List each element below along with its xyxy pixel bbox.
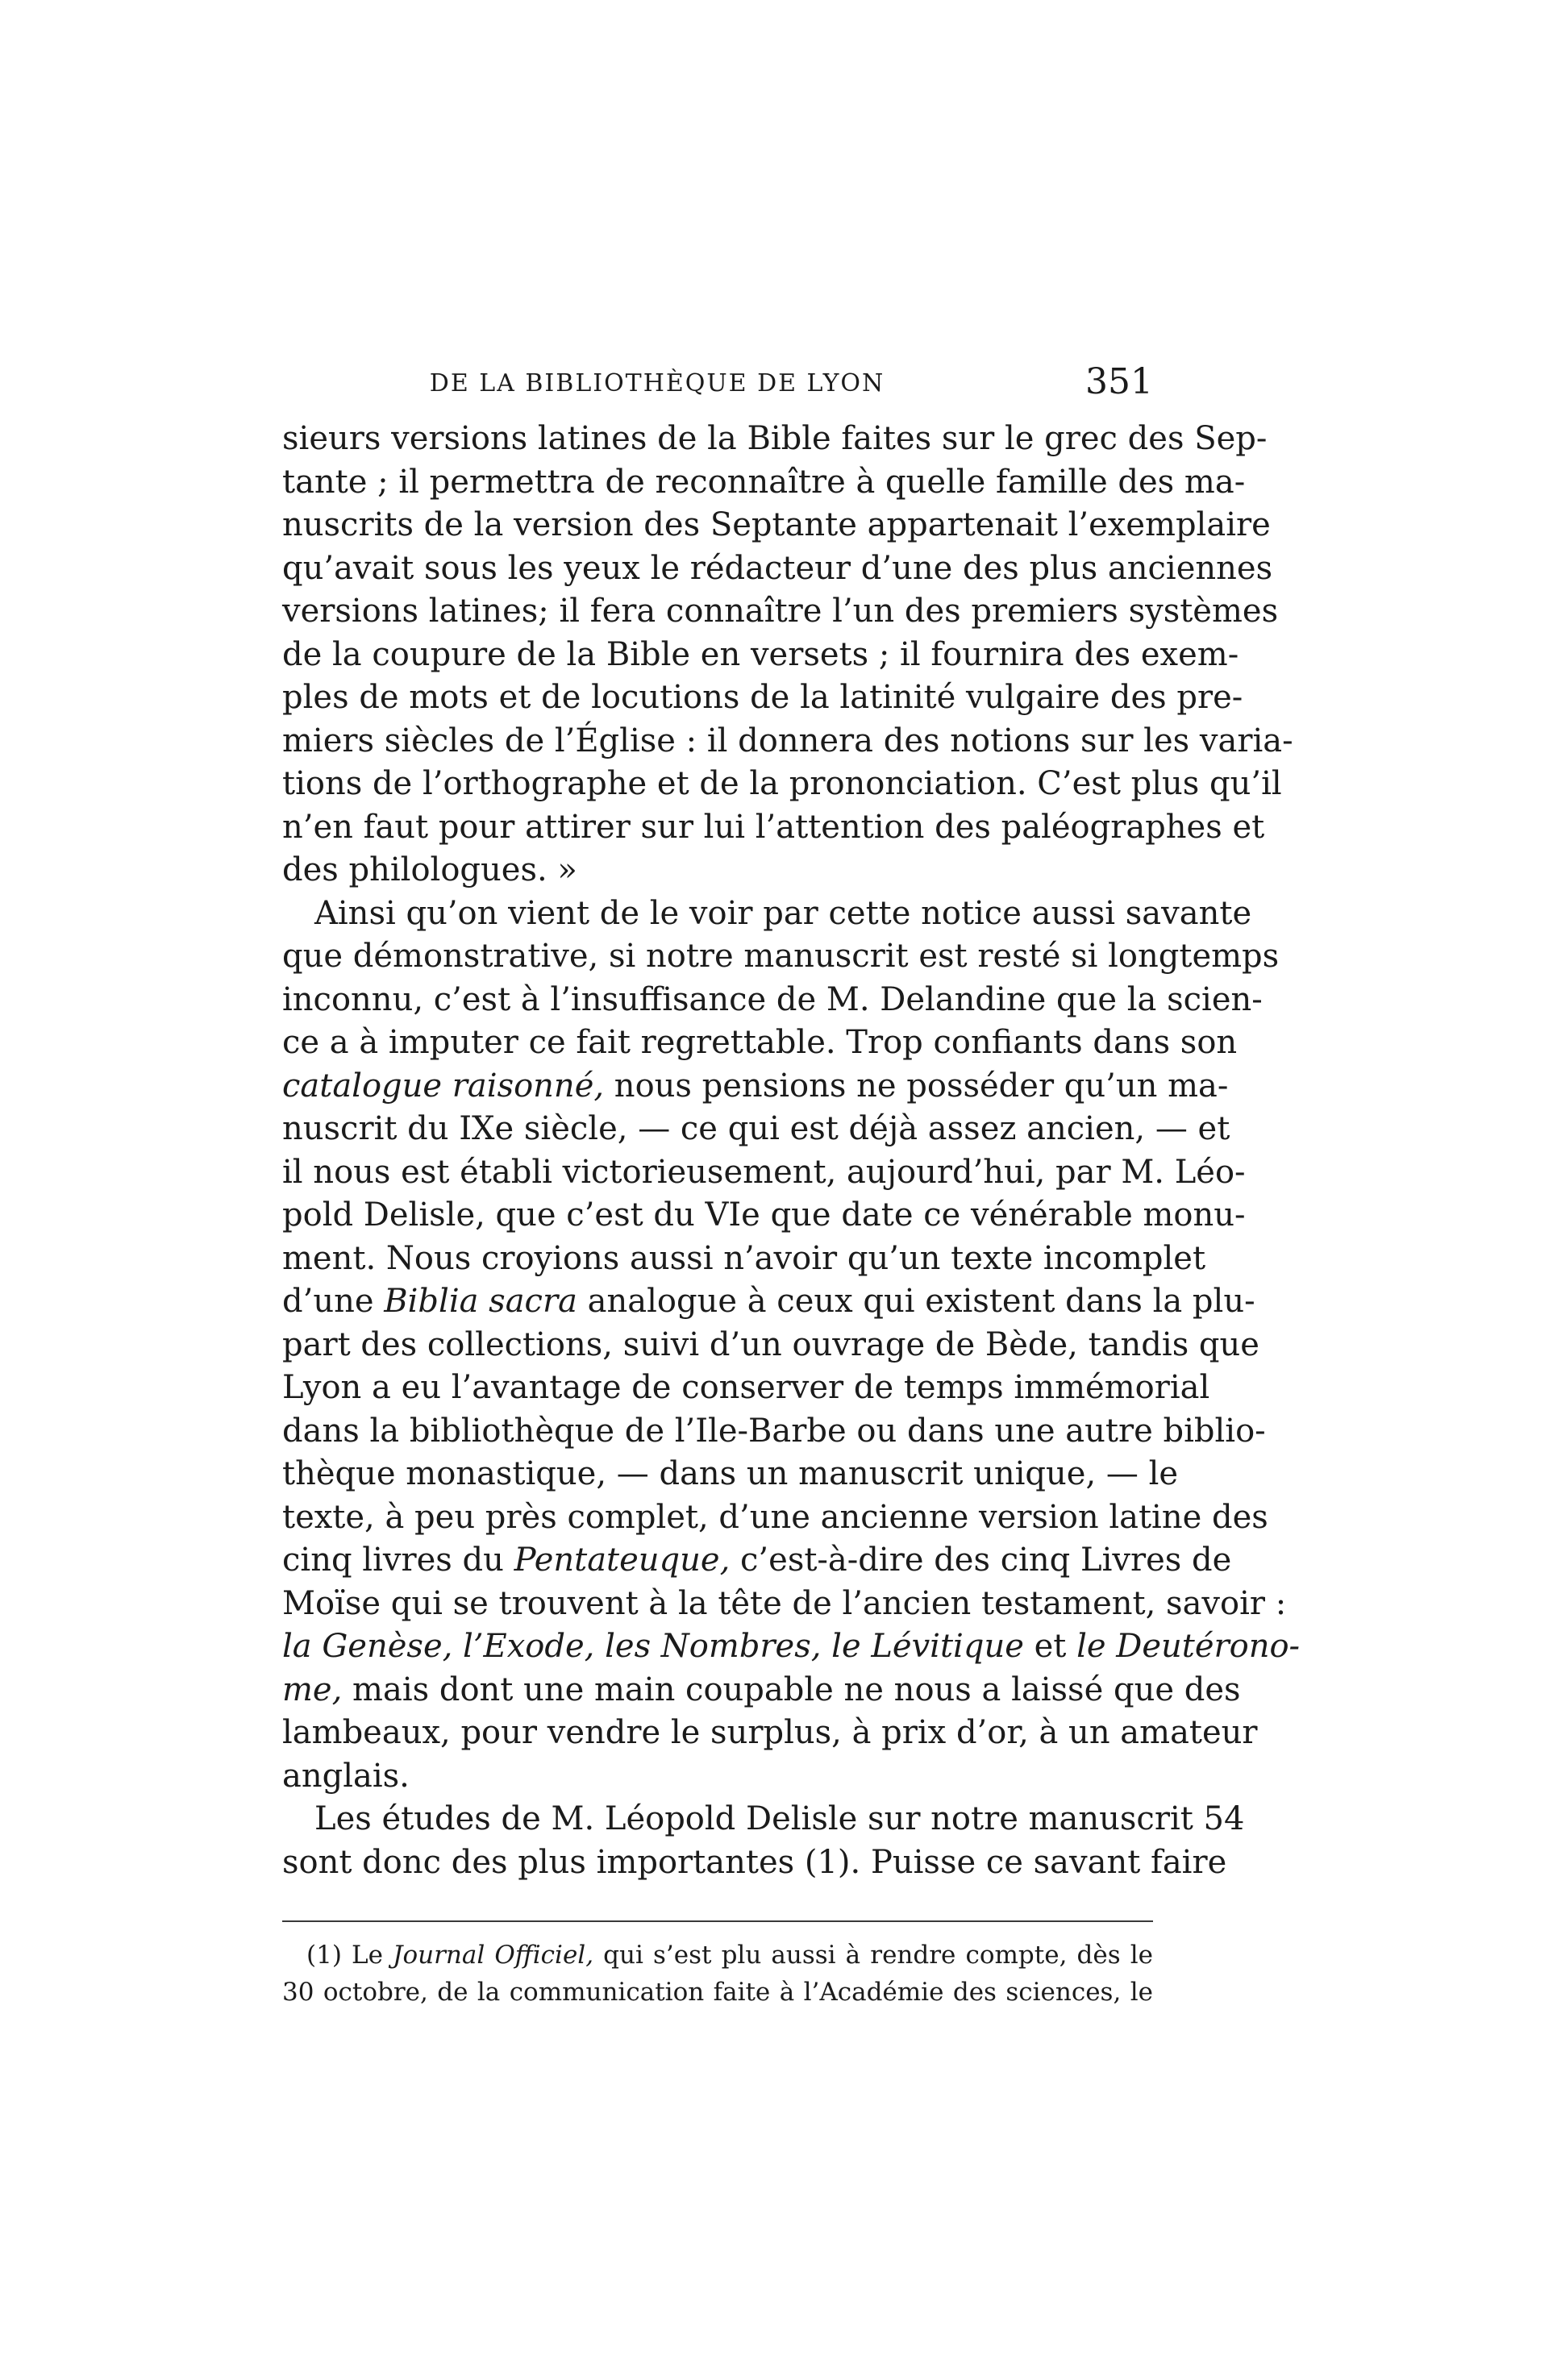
text-line: tions de l’orthographe et de la prononciation. C’est plus qu’il (282, 765, 1282, 802)
text-line: inconnu, c’est à l’insuffisance de M. Delandine que la scien- (282, 980, 1263, 1018)
footnotes (282, 1937, 1153, 2011)
text-line: dans la bibliothèque de l’Ile-Barbe ou dans une autre biblio- (282, 1412, 1266, 1450)
text-line: n’en faut pour attirer sur lui l’attention des paléographes et (282, 808, 1265, 846)
italic-phrase: le Deutérono- (1076, 1628, 1301, 1665)
text-line: pold Delisle, que c’est du VIe que date ce vénérable monu- (282, 1196, 1246, 1234)
text-line: lambeaux, pour vendre le surplus, à prix d’or, à un amateur (282, 1714, 1258, 1751)
text-line: versions latines; il fera connaître l’un des premiers systèmes (282, 593, 1279, 630)
text-segment: c’est-à-dire des cinq Livres de (730, 1542, 1232, 1579)
text-line: anglais. (282, 1757, 410, 1795)
text-segment: (1) Le (306, 1941, 393, 1970)
text-line (282, 1280, 1255, 1324)
text-line: tante ; il permettra de reconnaître à quelle famille des ma- (282, 463, 1246, 501)
text-line: qu’avait sous les yeux le rédacteur d’une des plus anciennes (282, 549, 1273, 587)
footnote-line: 30 octobre, de la communication faite à l’Académie des sciences, le (282, 1978, 1153, 2007)
text-line: nuscrit du IXe siècle, — ce qui est déjà assez ancien, — et (282, 1110, 1230, 1147)
text-segment: qui s’est plu aussi à rendre compte, dès le (593, 1941, 1153, 1970)
running-title: DE LA BIBLIOTHÈQUE DE LYON (429, 369, 885, 397)
text-line: Lyon a eu l’avantage de conserver de temps immémorial (282, 1369, 1210, 1406)
text-line (282, 1539, 1232, 1583)
text-segment: et (1023, 1628, 1077, 1665)
text-line: Ainsi qu’on vient de le voir par cette notice aussi savante (314, 894, 1252, 932)
italic-phrase: Biblia sacra (384, 1283, 577, 1320)
text-segment: cinq livres du (282, 1542, 514, 1579)
main-text (282, 418, 1301, 1884)
text-line: part des collections, suivi d’un ouvrage de Bède, tandis que (282, 1325, 1259, 1363)
text-line (282, 1065, 1229, 1109)
italic-phrase: catalogue raisonné, (282, 1067, 605, 1105)
text-line (282, 1625, 1301, 1669)
text-line: que démonstrative, si notre manuscrit est resté si longtemps (282, 938, 1280, 975)
text-line: ment. Nous croyions aussi n’avoir qu’un texte incomplet (282, 1239, 1206, 1277)
text-line: texte, à peu près complet, d’une ancienne version latine des (282, 1498, 1268, 1536)
italic-phrase: me, (282, 1671, 343, 1708)
text-line: il nous est établi victorieusement, aujourd’hui, par M. Léo- (282, 1153, 1246, 1191)
page-number: 351 (1085, 361, 1153, 402)
text-line: sieurs versions latines de la Bible faites sur le grec des Sep- (282, 420, 1268, 457)
text-line: Les études de M. Léopold Delisle sur notre manuscrit 54 (314, 1800, 1245, 1837)
text-segment: mais dont une main coupable ne nous a laissé que des (342, 1671, 1241, 1708)
italic-phrase: la Genèse, l’Exode, les Nombres, le Lévitique (282, 1628, 1024, 1665)
text-line: sont donc des plus importantes (1). Puisse ce savant faire (282, 1843, 1227, 1881)
text-line: ples de mots et de locutions de la latinité vulgaire des pre- (282, 679, 1243, 716)
text-segment: analogue à ceux qui existent dans la plu- (577, 1283, 1255, 1320)
italic-phrase: Pentateuque, (514, 1542, 731, 1579)
text-line: miers siècles de l’Église : il donnera des notions sur les varia- (282, 722, 1293, 759)
text-line: thèque monastique, — dans un manuscrit unique, — le (282, 1455, 1179, 1492)
text-line: Moïse qui se trouvent à la tête de l’ancien testament, savoir : (282, 1584, 1287, 1622)
text-segment: nous pensions ne posséder qu’un ma- (604, 1067, 1229, 1105)
text-line (282, 1669, 1241, 1712)
running-header (282, 361, 1153, 410)
footnote-rule (282, 1920, 1153, 1922)
text-line: ce a à imputer ce fait regrettable. Trop confiants dans son (282, 1024, 1238, 1061)
text-line: des philologues. » (282, 851, 577, 888)
italic-phrase: Journal Officiel, (393, 1941, 594, 1970)
text-line: nuscrits de la version des Septante appartenait l’exemplaire (282, 506, 1271, 543)
text-segment: d’une (282, 1283, 385, 1320)
footnote-line (282, 1937, 1153, 1974)
text-line: de la coupure de la Bible en versets ; il fournira des exem- (282, 635, 1239, 673)
